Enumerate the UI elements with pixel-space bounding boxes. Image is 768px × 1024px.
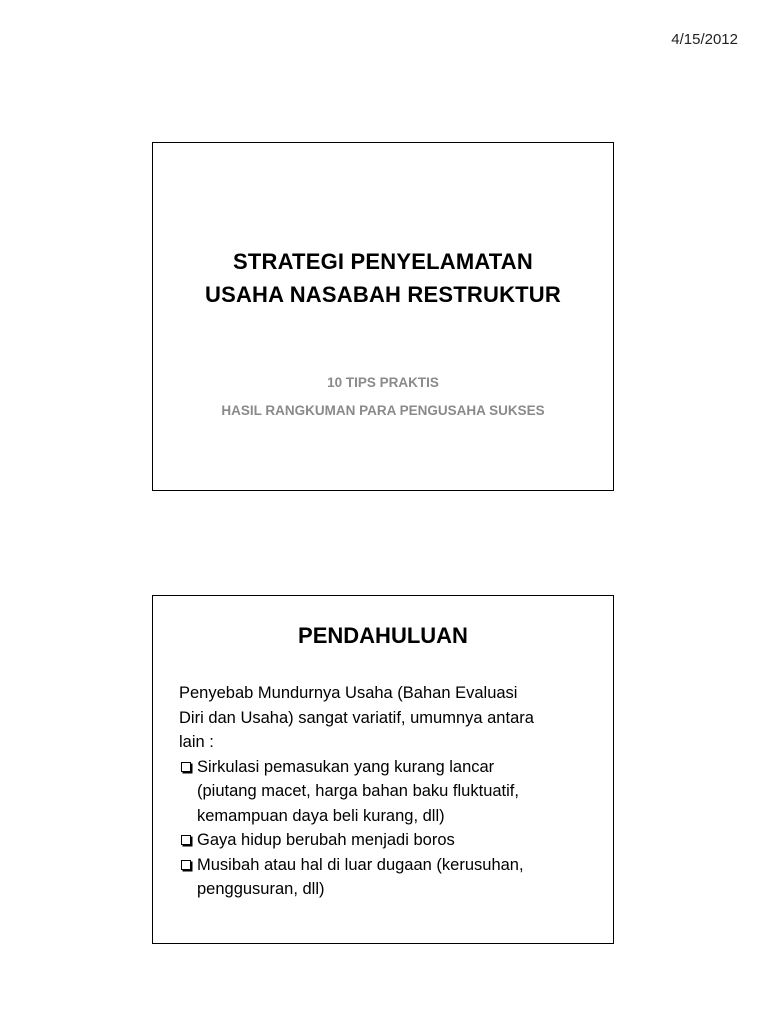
title-line: STRATEGI PENYELAMATAN <box>233 249 533 274</box>
list-item <box>179 853 599 902</box>
slide-introduction <box>152 595 614 944</box>
checkbox-bullet-icon <box>181 860 191 870</box>
intro-line: lain : <box>179 733 214 751</box>
list-item <box>179 755 599 829</box>
intro-line: Diri dan Usaha) sangat variatif, umumnya antara <box>179 708 534 727</box>
subtitle-line: HASIL RANGKUMAN PARA PENGUSAHA SUKSES <box>221 403 545 418</box>
bullet-line: Musibah atau hal di luar dugaan (kerusuhan, <box>197 855 524 874</box>
slide-title <box>152 142 614 491</box>
page-date: 4/15/2012 <box>671 31 738 48</box>
slide-heading: PENDAHULUAN <box>298 623 468 648</box>
intro-paragraph <box>179 681 599 755</box>
checkbox-bullet-icon <box>181 762 191 772</box>
title-line: USAHA NASABAH RESTRUKTUR <box>205 282 561 307</box>
slide-subtitle <box>153 369 613 425</box>
bullet-line: Sirkulasi pemasukan yang kurang lancar <box>197 757 495 776</box>
list-item <box>179 828 599 853</box>
intro-line: Penyebab Mundurnya Usaha (Bahan Evaluasi <box>179 684 518 702</box>
slide-body <box>179 681 599 902</box>
bullet-text <box>197 828 455 853</box>
subtitle-line: 10 TIPS PRAKTIS <box>327 375 439 390</box>
checkbox-bullet-icon <box>181 835 191 845</box>
bullet-line: penggusuran, dll) <box>197 880 325 898</box>
bullet-line: kemampuan daya beli kurang, dll) <box>197 806 445 825</box>
bullet-text <box>197 755 519 829</box>
slide-main-title <box>153 245 613 311</box>
bullet-line: (piutang macet, harga bahan baku fluktuatif, <box>197 782 519 800</box>
bullet-text <box>197 853 524 902</box>
bullet-line: Gaya hidup berubah menjadi boros <box>197 831 455 849</box>
